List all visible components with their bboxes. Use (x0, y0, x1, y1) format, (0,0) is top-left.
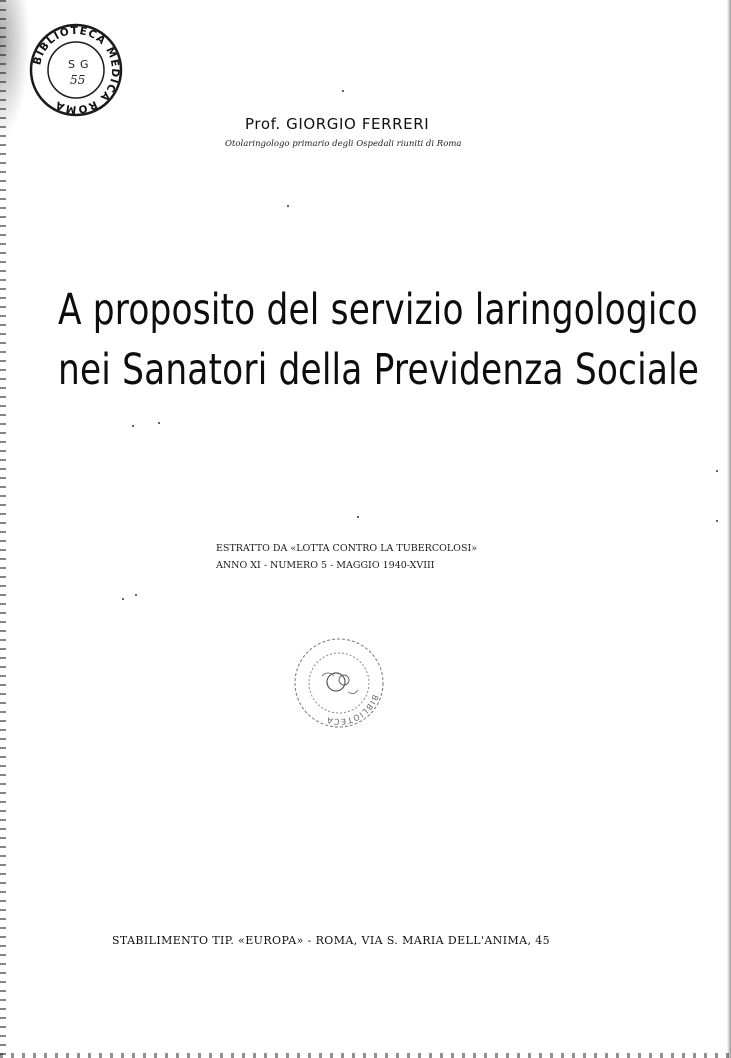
library-stamp (28, 22, 124, 118)
round-stamp-ring-text: BIBLIOTECA (325, 693, 380, 727)
scan-edge-left (0, 0, 6, 1058)
svg-text:S: S (68, 58, 75, 71)
scan-speck (357, 516, 359, 518)
svg-text:G: G (80, 58, 89, 71)
author-name: Prof. GIORGIO FERRERI (245, 115, 430, 133)
scan-speck (158, 422, 160, 424)
scan-speck (716, 470, 718, 472)
library-stamp-ring-text: BIBLIOTECA MEDICA ROMA (31, 24, 122, 116)
extract-info (216, 540, 477, 574)
scan-speck (342, 90, 344, 92)
library-stamp-number: 55 (70, 73, 86, 87)
scan-speck (132, 425, 134, 427)
round-stamp (292, 636, 386, 730)
author-role: Otolaringologo primario degli Ospedali riuniti di Roma (225, 139, 462, 149)
scan-speck (135, 594, 137, 596)
extract-issue: ANNO XI - NUMERO 5 - MAGGIO 1940-XVIII (216, 560, 435, 571)
scan-edge-right (727, 0, 731, 1058)
scan-speck (287, 205, 289, 207)
title-line-1: A proposito del servizio laringologico (58, 285, 698, 335)
extract-source: ESTRATTO DA «LOTTA CONTRO LA TUBERCOLOSI» (216, 543, 478, 554)
document-title (58, 280, 700, 400)
title-line-2: nei Sanatori della Previdenza Sociale (58, 345, 700, 395)
printer-imprint: STABILIMENTO TIP. «EUROPA» - ROMA, VIA S. MARIA DELL'ANIMA, 45 (112, 934, 551, 947)
scan-edge-bottom (0, 1053, 731, 1058)
scan-corner-shadow (0, 0, 30, 140)
scan-speck (122, 598, 124, 600)
scan-speck (716, 520, 718, 522)
